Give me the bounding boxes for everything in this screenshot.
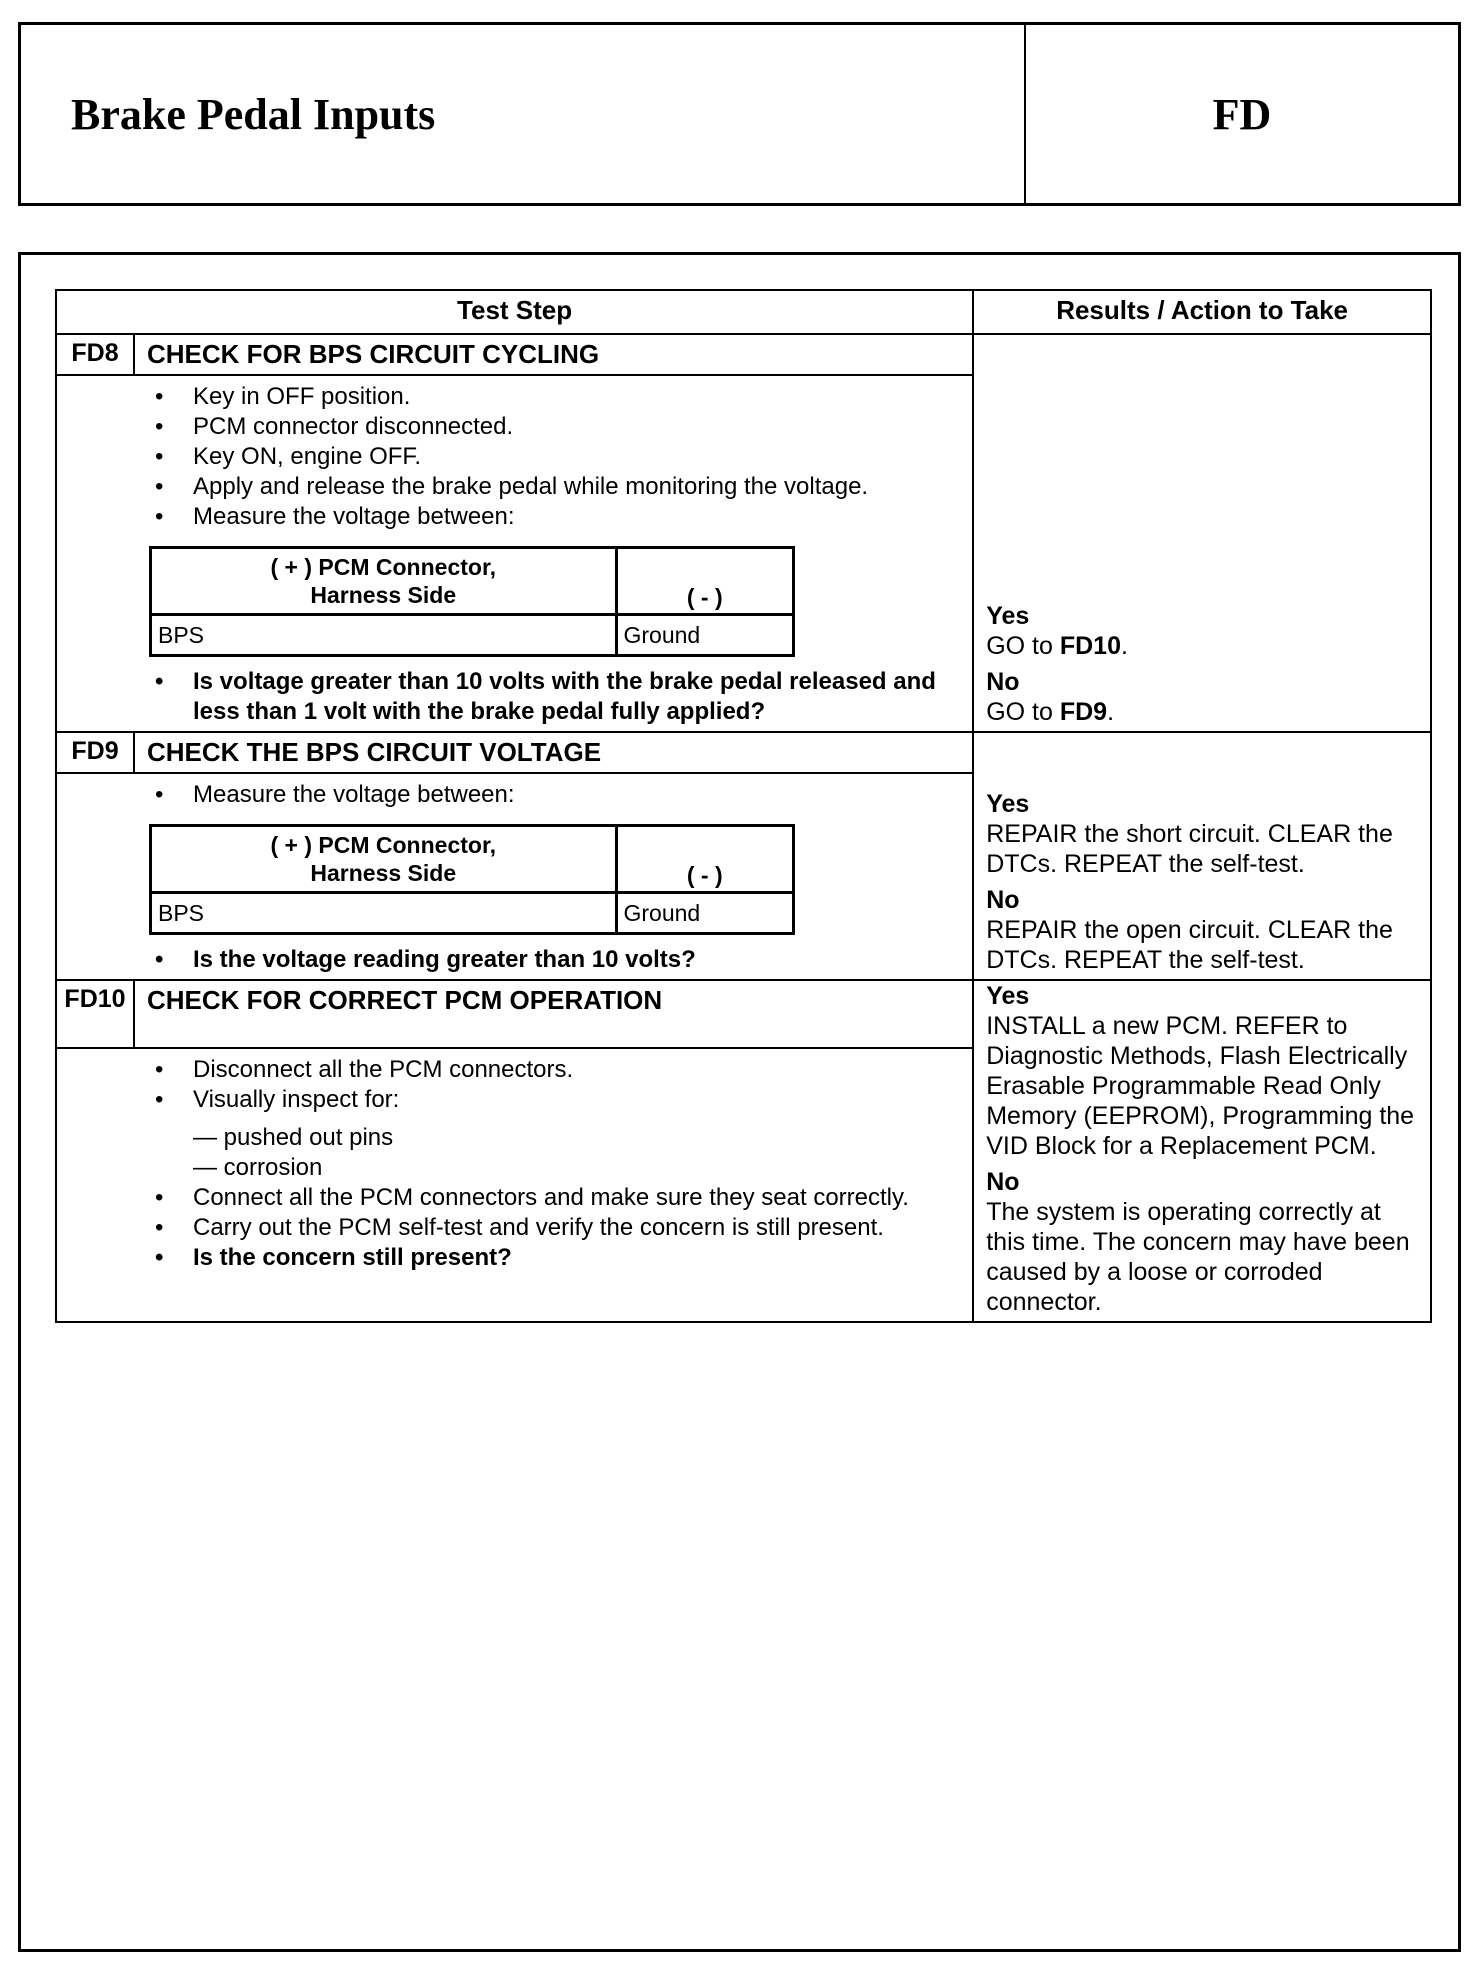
connector-pos-header: ( + ) PCM Connector, Harness Side (151, 826, 617, 893)
result-no-suffix: . (1107, 698, 1115, 726)
instruction-item: • Visually inspect for: (149, 1085, 962, 1115)
result-no-action (986, 697, 1422, 727)
column-header-test-step: Test Step (56, 290, 973, 334)
connector-neg-header: ( - ) (616, 826, 794, 893)
step-question-list (149, 667, 962, 727)
connector-table (149, 824, 795, 935)
step-id: FD8 (56, 334, 134, 375)
step-results (973, 732, 1431, 980)
result-no-label: No (986, 1168, 1020, 1196)
instruction-item: • Carry out the PCM self-test and verify the concern is still present. (149, 1213, 962, 1243)
connector-table (149, 546, 795, 657)
step-body (56, 375, 973, 732)
step-question: • Is the voltage reading greater than 10 volts? (149, 945, 962, 975)
step-body (56, 1048, 973, 1322)
connector-neg-value: Ground (616, 615, 794, 656)
result-yes-action: INSTALL a new PCM. REFER to Diagnostic Methods, Flash Electrically Erasable Programmable Read Only Memory (EEPROM), Programming the VID Block for a Replacement PCM. (986, 1012, 1415, 1160)
instruction-item: • Apply and release the brake pedal while monitoring the voltage. (149, 472, 962, 502)
step-instructions (149, 1055, 962, 1115)
goto-fd9-link[interactable]: FD9 (1059, 698, 1108, 726)
step-title: CHECK FOR BPS CIRCUIT CYCLING (134, 334, 973, 375)
page-title: Brake Pedal Inputs (21, 25, 1026, 203)
result-no-label: No (986, 668, 1020, 696)
inspect-list (149, 1123, 962, 1183)
result-yes-action: REPAIR the short circuit. CLEAR the DTCs. REPEAT the self-test. (986, 820, 1393, 878)
instruction-item: • Key ON, engine OFF. (149, 442, 962, 472)
step-instructions (149, 780, 962, 810)
goto-fd10-link[interactable]: FD10 (1059, 632, 1121, 660)
diagnostic-table (55, 289, 1432, 1323)
step-instructions-continued (149, 1183, 962, 1273)
inspect-item: — pushed out pins (193, 1124, 394, 1151)
instruction-item: • Measure the voltage between: (149, 780, 962, 810)
step-title: CHECK THE BPS CIRCUIT VOLTAGE (134, 732, 973, 773)
connector-pos-header: ( + ) PCM Connector, Harness Side (151, 548, 617, 615)
result-no-label: No (986, 886, 1020, 914)
result-yes-suffix: . (1121, 632, 1128, 660)
result-yes-label: Yes (986, 790, 1030, 818)
section-code: FD (1212, 89, 1272, 139)
result-yes-action (986, 631, 1422, 661)
table-header-row (56, 290, 1431, 334)
result-yes-label: Yes (986, 602, 1030, 630)
step-title: CHECK FOR CORRECT PCM OPERATION (134, 980, 973, 1048)
connector-pos-value: BPS (151, 615, 617, 656)
step-body (56, 773, 973, 980)
result-yes-label: Yes (986, 982, 1030, 1010)
instruction-item: • Measure the voltage between: (149, 502, 962, 532)
step-question: • Is voltage greater than 10 volts with the brake pedal released and less than 1 volt with the brake pedal fully applied? (149, 667, 962, 727)
inspect-item: — corrosion (193, 1154, 323, 1181)
connector-neg-header: ( - ) (616, 548, 794, 615)
connector-neg-value: Ground (616, 893, 794, 934)
step-results (973, 980, 1431, 1322)
instruction-item: • Connect all the PCM connectors and make sure they seat correctly. (149, 1183, 962, 1213)
connector-pos-value: BPS (151, 893, 617, 934)
step-title-row (56, 732, 1431, 773)
instruction-item: • Disconnect all the PCM connectors. (149, 1055, 962, 1085)
result-no-action: REPAIR the open circuit. CLEAR the DTCs. REPEAT the self-test. (986, 916, 1393, 974)
result-no-action: The system is operating correctly at this time. The concern may have been caused by a loose or corroded connector. (986, 1198, 1410, 1316)
result-no-prefix: GO to (986, 698, 1060, 726)
page-header (18, 22, 1461, 206)
step-question: • Is the concern still present? (149, 1243, 962, 1273)
page-body (18, 252, 1461, 1952)
result-yes-prefix: GO to (986, 632, 1060, 660)
step-id: FD9 (56, 732, 134, 773)
step-title-row (56, 334, 1431, 375)
instruction-item: • PCM connector disconnected. (149, 412, 962, 442)
instruction-item: • Key in OFF position. (149, 382, 962, 412)
step-instructions (149, 382, 962, 532)
column-header-results: Results / Action to Take (973, 290, 1431, 334)
step-id: FD10 (56, 980, 134, 1048)
step-results (973, 334, 1431, 732)
step-title-row (56, 980, 1431, 1048)
step-question-list (149, 945, 962, 975)
